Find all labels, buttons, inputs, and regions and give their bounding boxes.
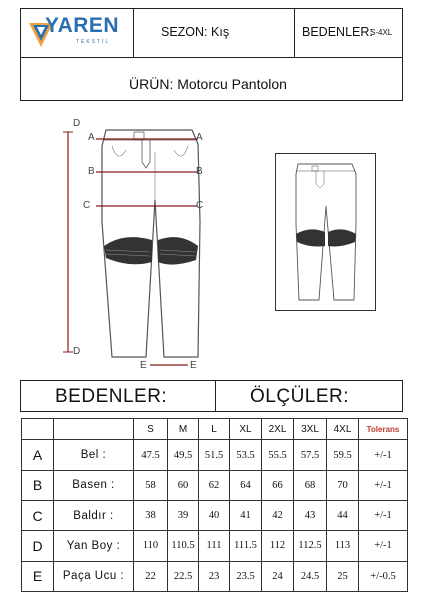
logo-subtitle: TEKSTİL [76, 39, 111, 45]
cell-value: 44 [327, 501, 359, 531]
cell-value: 53.5 [230, 440, 262, 470]
cell-value: 42 [262, 501, 294, 531]
cell-tolerance: +/-1 [359, 440, 408, 470]
cell-value: 62 [199, 470, 230, 500]
cell-tolerance: +/-0.5 [359, 561, 408, 591]
cell-value: 22 [134, 561, 168, 591]
bedenler-box [294, 8, 403, 58]
label-e-right: E [190, 360, 197, 371]
label-c-right: C [196, 200, 204, 211]
cell-tolerance: +/-1 [359, 531, 408, 561]
cell-value: 59.5 [327, 440, 359, 470]
cell-value: 24 [262, 561, 294, 591]
urun-box [20, 57, 403, 101]
row-letter: B [22, 470, 54, 500]
header-size: 3XL [294, 419, 327, 440]
logo-name: YAREN [45, 14, 120, 37]
header-empty-name [54, 419, 134, 440]
size-table [21, 418, 408, 592]
reference-image-box [275, 153, 376, 311]
cell-value: 40 [199, 501, 230, 531]
cell-value: 24.5 [294, 561, 327, 591]
table-row [22, 501, 408, 531]
cell-value: 60 [168, 470, 199, 500]
cell-tolerance: +/-1 [359, 470, 408, 500]
pants-reference-icon [276, 154, 375, 310]
cell-tolerance: +/-1 [359, 501, 408, 531]
section-bedenler-title: BEDENLER: [55, 386, 168, 407]
cell-value: 110 [134, 531, 168, 561]
cell-value: 66 [262, 470, 294, 500]
label-e-left: E [140, 360, 147, 371]
header-size: 2XL [262, 419, 294, 440]
header-size: XL [230, 419, 262, 440]
cell-value: 70 [327, 470, 359, 500]
bedenler-label: BEDENLER: [302, 25, 373, 39]
label-a-right: A [196, 132, 203, 143]
bedenler-value: S-4XL [370, 28, 393, 37]
header-size: 4XL [327, 419, 359, 440]
label-b-right: B [196, 166, 203, 177]
cell-value: 41 [230, 501, 262, 531]
cell-value: 58 [134, 470, 168, 500]
table-row [22, 561, 408, 591]
header-size: S [134, 419, 168, 440]
sezon-text: SEZON: Kış [161, 25, 230, 39]
cell-value: 111.5 [230, 531, 262, 561]
row-letter: A [22, 440, 54, 470]
sezon-box [133, 8, 295, 58]
cell-value: 68 [294, 470, 327, 500]
cell-value: 113 [327, 531, 359, 561]
label-d-bottom: D [73, 346, 81, 357]
section-bedenler-box [20, 380, 216, 412]
cell-value: 57.5 [294, 440, 327, 470]
header-size: L [199, 419, 230, 440]
cell-value: 111 [199, 531, 230, 561]
row-letter: E [22, 561, 54, 591]
cell-value: 43 [294, 501, 327, 531]
cell-value: 23.5 [230, 561, 262, 591]
row-name: Basen : [54, 470, 134, 500]
table-row [22, 470, 408, 500]
cell-value: 112 [262, 531, 294, 561]
cell-value: 55.5 [262, 440, 294, 470]
cell-value: 110.5 [168, 531, 199, 561]
cell-value: 64 [230, 470, 262, 500]
table-row [22, 440, 408, 470]
row-name: Baldır : [54, 501, 134, 531]
urun-text: ÜRÜN: Motorcu Pantolon [129, 76, 287, 92]
pants-diagram [60, 112, 280, 380]
row-name: Paça Ucu : [54, 561, 134, 591]
label-c-left: C [83, 200, 91, 211]
row-name: Yan Boy : [54, 531, 134, 561]
cell-value: 25 [327, 561, 359, 591]
header-tolerance: Tolerans [359, 419, 408, 440]
label-a-left: A [88, 132, 95, 143]
table-header-row [22, 419, 408, 440]
cell-value: 49.5 [168, 440, 199, 470]
cell-value: 38 [134, 501, 168, 531]
cell-value: 51.5 [199, 440, 230, 470]
header-logo-box [20, 8, 134, 58]
cell-value: 112.5 [294, 531, 327, 561]
section-olculer-title: ÖLÇÜLER: [250, 386, 350, 407]
table-row [22, 531, 408, 561]
section-olculer-box [215, 380, 403, 412]
label-d-top: D [73, 118, 81, 129]
cell-value: 22.5 [168, 561, 199, 591]
row-name: Bel : [54, 440, 134, 470]
label-b-left: B [88, 166, 95, 177]
cell-value: 23 [199, 561, 230, 591]
row-letter: C [22, 501, 54, 531]
cell-value: 47.5 [134, 440, 168, 470]
header-empty-letter [22, 419, 54, 440]
row-letter: D [22, 531, 54, 561]
header-size: M [168, 419, 199, 440]
cell-value: 39 [168, 501, 199, 531]
